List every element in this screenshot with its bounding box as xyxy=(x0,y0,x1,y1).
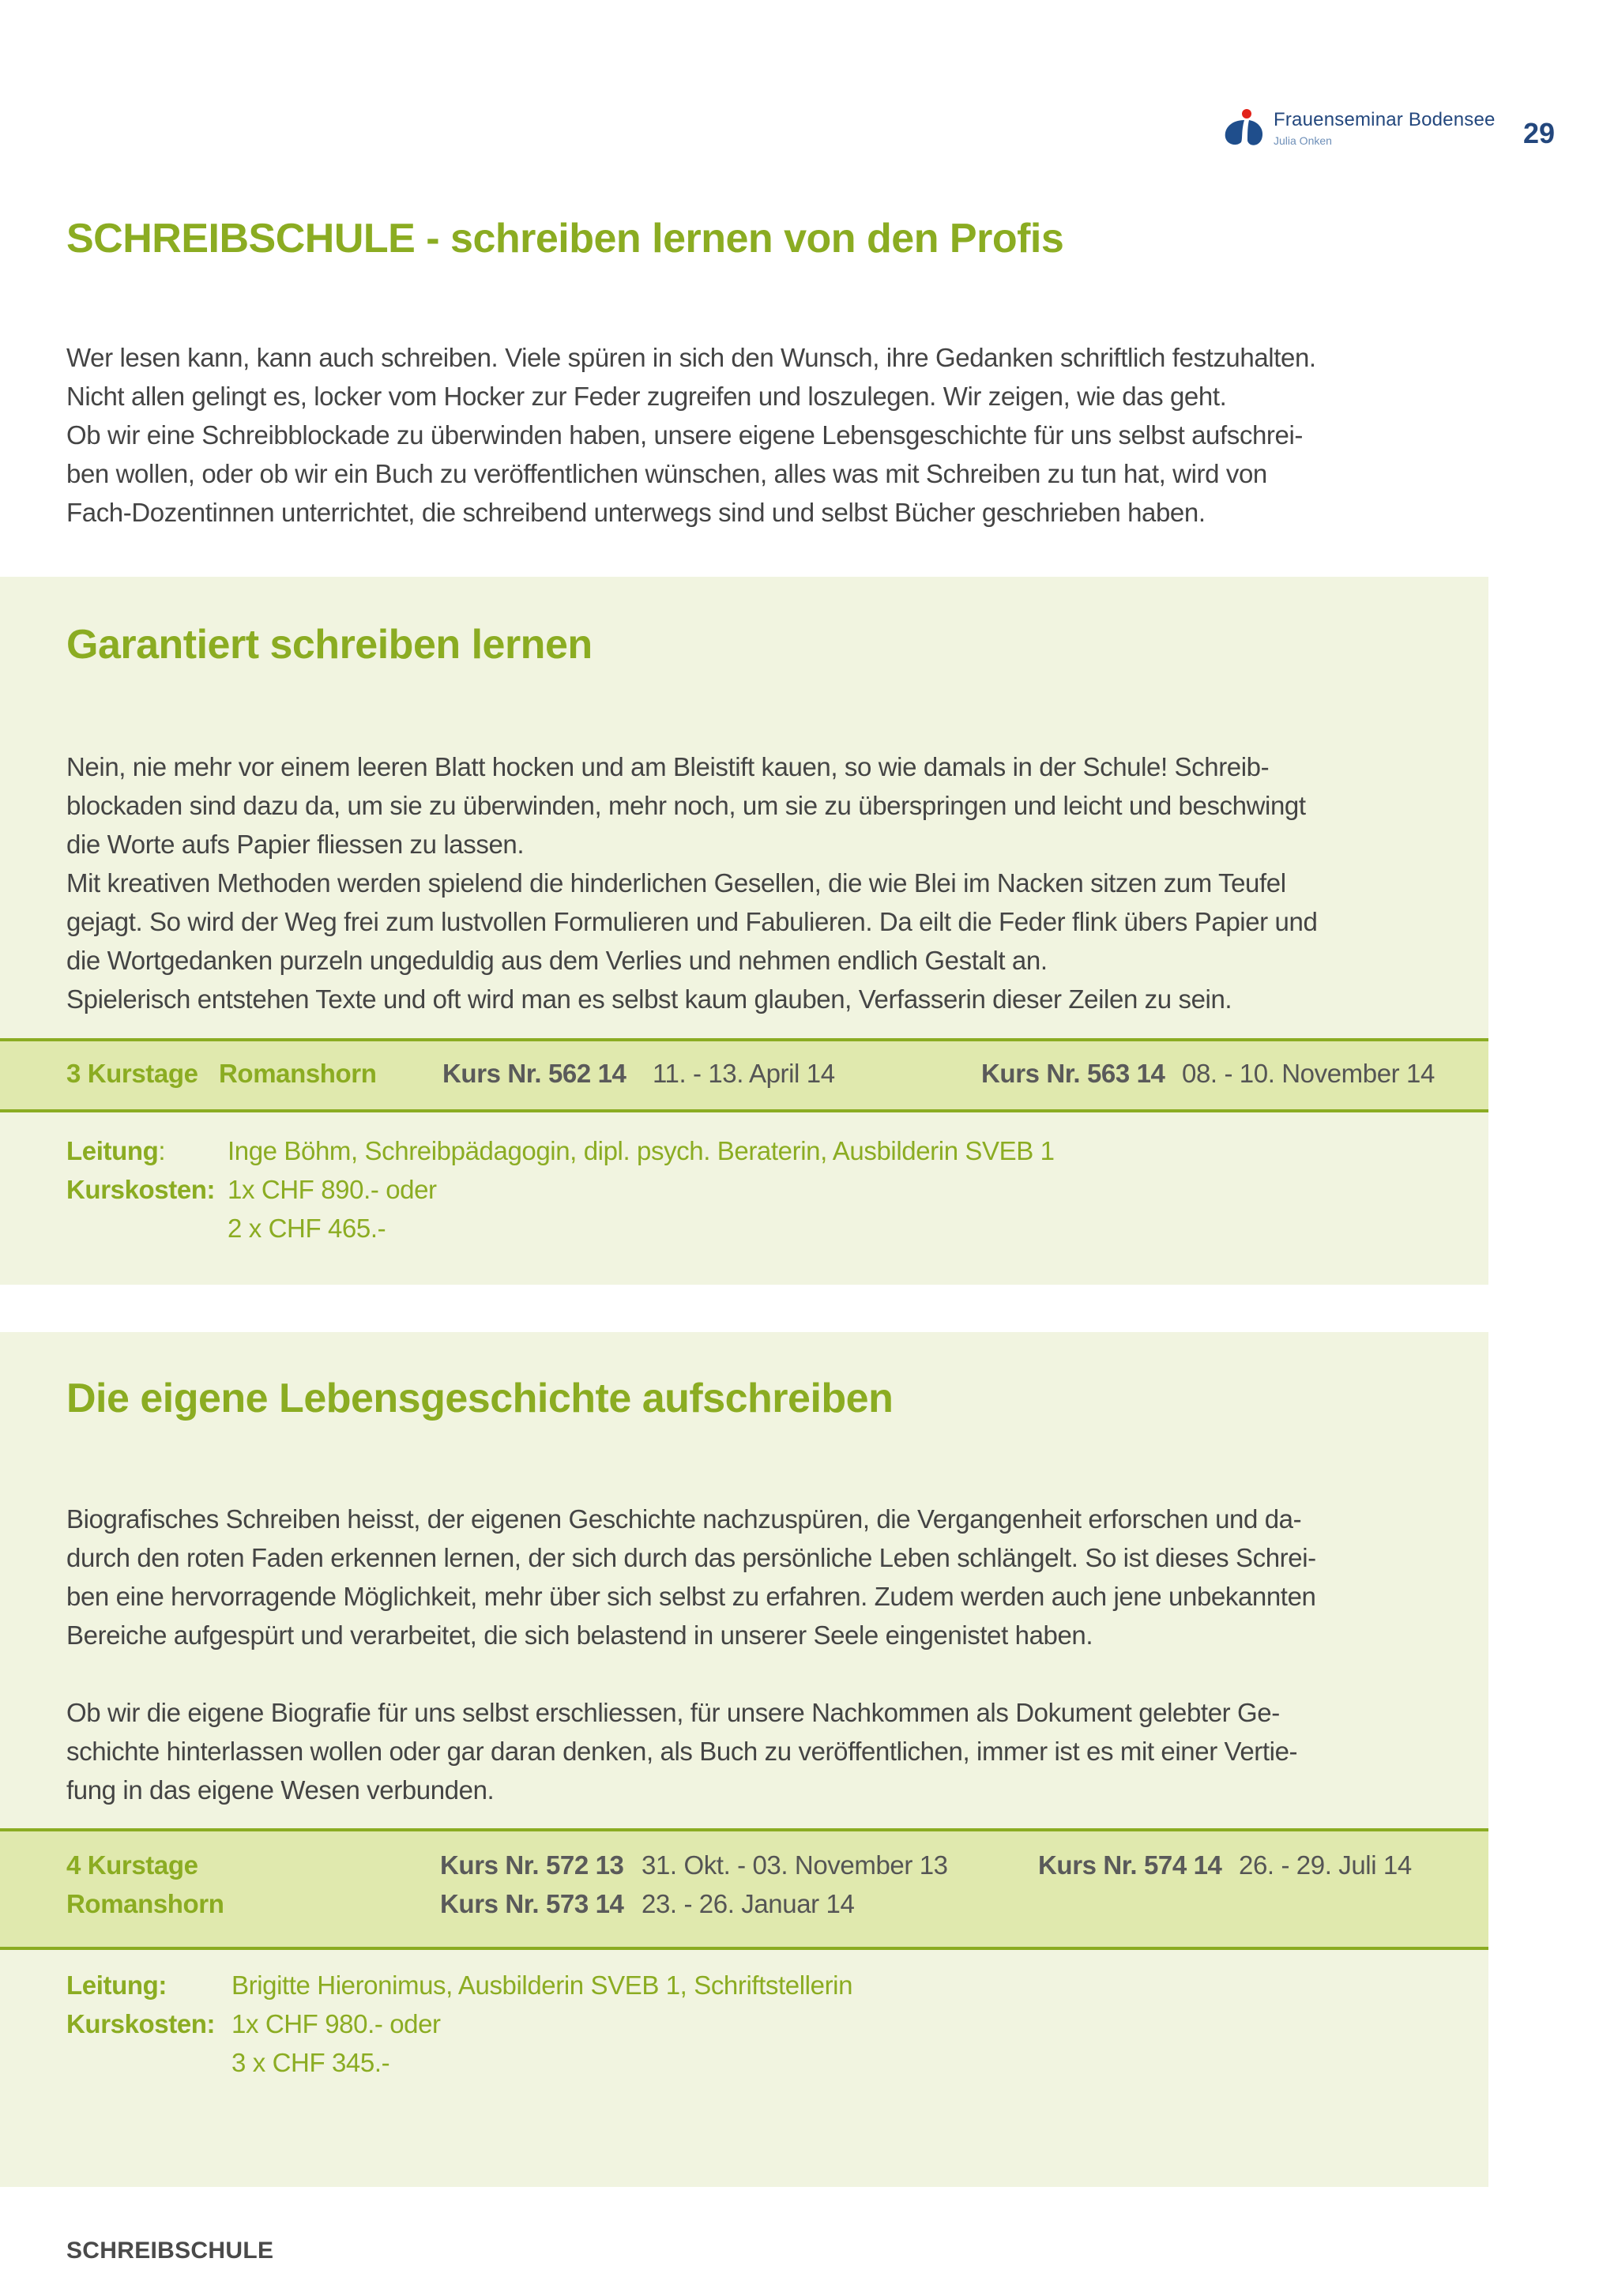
description-line: gejagt. So wird der Weg frei zum lustvollen Formulieren und Fabulieren. Da eilt die Feder flink übers Papier und xyxy=(66,907,1318,936)
kurskosten-value: 3 x CHF 345.- xyxy=(231,2048,390,2077)
course-days: 4 Kurstage xyxy=(66,1850,198,1880)
frauenseminar-logo-icon xyxy=(1221,107,1268,149)
description-line: Bereiche aufgespürt und verarbeitet, die sich belastend in unserer Seele eingenistet haben. xyxy=(66,1620,1093,1650)
kurs-number: Kurs Nr. 572 13 xyxy=(440,1850,624,1880)
kurs-date: 26. - 29. Juli 14 xyxy=(1239,1850,1412,1880)
kurs-number: Kurs Nr. 563 14 xyxy=(981,1059,1165,1088)
description-line: die Wortgedanken purzeln ungeduldig aus dem Verlies und nehmen endlich Gestalt an. xyxy=(66,946,1048,975)
description-line: schichte hinterlassen wollen oder gar daran denken, als Buch zu veröffentlichen, immer ist es mit einer Vertie- xyxy=(66,1737,1298,1766)
description-line: Ob wir die eigene Biografie für uns selbst erschliessen, für unsere Nachkommen als Dokument gelebter Ge- xyxy=(66,1698,1280,1727)
course-title: Die eigene Lebensgeschichte aufschreiben xyxy=(66,1376,894,1421)
description-line: die Worte aufs Papier fliessen zu lassen. xyxy=(66,830,525,859)
kurs-number: Kurs Nr. 562 14 xyxy=(442,1059,627,1088)
leitung-label: Leitung: xyxy=(66,1970,167,2000)
intro-paragraph xyxy=(66,338,1449,532)
leitung-value: Brigitte Hieronimus, Ausbilderin SVEB 1, Schriftstellerin xyxy=(231,1970,853,2000)
course-location: Romanshorn xyxy=(219,1059,377,1088)
course-location: Romanshorn xyxy=(66,1889,224,1918)
description-line: fung in das eigene Wesen verbunden. xyxy=(66,1775,495,1805)
intro-line: Nicht allen gelingt es, locker vom Hocker zur Feder zugreifen und loszulegen. Wir zeigen, wie das geht. xyxy=(66,382,1227,411)
kurskosten-label: Kurskosten: xyxy=(66,2009,216,2038)
kurs-date: 08. - 10. November 14 xyxy=(1182,1059,1435,1088)
intro-line: Ob wir eine Schreibblockade zu überwinden haben, unsere eigene Lebensgeschichte für uns selbst aufschrei- xyxy=(66,420,1303,450)
leitung-value: Inge Böhm, Schreibpädagogin, dipl. psych. Beraterin, Ausbilderin SVEB 1 xyxy=(228,1136,1055,1165)
intro-line: Fach-Dozentinnen unterrichtet, die schreibend unterwegs sind und selbst Bücher geschrieben haben. xyxy=(66,498,1206,527)
kurskosten-label: Kurskosten: xyxy=(66,1175,216,1204)
kurs-number: Kurs Nr. 573 14 xyxy=(440,1889,624,1918)
description-line: Nein, nie mehr vor einem leeren Blatt hocken und am Bleistift kauen, so wie damals in der Schule! Schreib- xyxy=(66,752,1270,781)
kurskosten-value: 1x CHF 980.- oder xyxy=(231,2009,441,2038)
description-line: Mit kreativen Methoden werden spielend die hinderlichen Gesellen, die wie Blei im Nacken sitzen zum Teufel xyxy=(66,868,1286,898)
course-description xyxy=(66,747,1457,1018)
leitung-label: Leitung: xyxy=(66,1136,166,1165)
description-line: blockaden sind dazu da, um sie zu überwinden, mehr noch, um sie zu überspringen und leicht und beschwingt xyxy=(66,791,1306,820)
intro-line: ben wollen, oder ob wir ein Buch zu veröffentlichen wünschen, alles was mit Schreiben zu tun hat, wird von xyxy=(66,459,1267,488)
course-title: Garantiert schreiben lernen xyxy=(66,622,593,668)
description-line: Biografisches Schreiben heisst, der eigenen Geschichte nachzuspüren, die Vergangenheit erforschen und da- xyxy=(66,1504,1302,1534)
course-days: 3 Kurstage xyxy=(66,1059,198,1088)
description-line: ben eine hervorragende Möglichkeit, mehr über sich selbst zu erfahren. Zudem werden auch jene unbekannten xyxy=(66,1582,1316,1611)
course-description-2 xyxy=(66,1693,1457,1809)
intro-line: Wer lesen kann, kann auch schreiben. Viele spüren in sich den Wunsch, ihre Gedanken schriftlich festzuhalten. xyxy=(66,343,1316,372)
footer-section-label: SCHREIBSCHULE xyxy=(66,2238,274,2264)
kurs-date: 23. - 26. Januar 14 xyxy=(642,1889,855,1918)
kurskosten-value: 2 x CHF 465.- xyxy=(228,1214,386,1243)
kurs-date: 11. - 13. April 14 xyxy=(653,1059,835,1088)
page-number: 29 xyxy=(1523,117,1556,149)
kurs-date: 31. Okt. - 03. November 13 xyxy=(642,1850,948,1880)
page-title: SCHREIBSCHULE - schreiben lernen von den Profis xyxy=(66,216,1064,262)
kurskosten-value: 1x CHF 890.- oder xyxy=(228,1175,437,1204)
kurs-number: Kurs Nr. 574 14 xyxy=(1038,1850,1222,1880)
description-line: Spielerisch entstehen Texte und oft wird man es selbst kaum glauben, Verfasserin dieser Zeilen zu sein. xyxy=(66,984,1232,1014)
course-description xyxy=(66,1500,1457,1654)
brand-name: Frauenseminar Bodensee xyxy=(1274,109,1496,130)
brand-subtitle: Julia Onken xyxy=(1274,134,1332,147)
description-line: durch den roten Faden erkennen lernen, der sich durch das persönliche Leben schlängelt. So ist dieses Schrei- xyxy=(66,1543,1316,1572)
